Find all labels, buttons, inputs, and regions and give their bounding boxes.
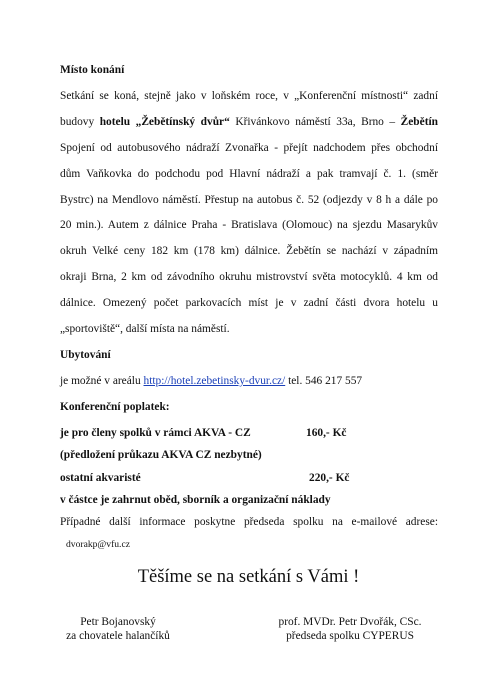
fee-members-note: (předložení průkazu AKVA CZ nezbytné) bbox=[60, 449, 262, 461]
signature-right-name: prof. MVDr. Petr Dvořák, CSc. bbox=[278, 616, 422, 628]
venue-address: Křivánkovo náměstí 33a, Brno – bbox=[229, 116, 401, 128]
fee-heading: Konferenční poplatek: bbox=[60, 401, 170, 413]
venue-line-2-pre: budovy bbox=[60, 116, 100, 128]
closing-greeting: Těšíme se na setkání s Vámi ! bbox=[137, 567, 360, 587]
venue-line-1: Setkání se koná, stejně jako v loňském roce, v „Konferenční místnosti“ zadní bbox=[60, 90, 438, 102]
fee-others-price: 220,- Kč bbox=[309, 472, 350, 484]
lodging-line bbox=[60, 374, 362, 388]
venue-line-10: „sportoviště“, další místa na náměstí. bbox=[60, 323, 230, 335]
signature-right-role: předseda spolku CYPERUS bbox=[286, 630, 414, 642]
fee-others-label: ostatní akvaristé bbox=[60, 472, 141, 484]
fee-includes: v částce je zahrnut oběd, sborník a organizační náklady bbox=[60, 494, 331, 506]
venue-line-4: dům Vaňkovka do podchodu pod Hlavní nádraží a pak tramvají č. 1. (směr bbox=[60, 168, 438, 180]
hotel-website-link[interactable]: http://hotel.zebetinsky-dvur.cz/ bbox=[143, 375, 286, 387]
venue-line-5: Bystrc) na Mendlovo náměstí. Přestup na autobus č. 52 (odjezdy v 8 h a dále po bbox=[60, 194, 438, 206]
fee-members-price: 160,- Kč bbox=[306, 427, 347, 439]
venue-line-6: 20 min.). Autem z dálnice Praha - Bratislava (Olomouc) na sjezdu Masarykův bbox=[60, 219, 438, 231]
hotel-name: hotelu „Žebětínský dvůr“ bbox=[99, 116, 230, 128]
venue-line-3: Spojení od autobusového nádraží Zvonařka - přejít nadchodem přes obchodní bbox=[60, 142, 438, 154]
fee-members-label: je pro členy spolků v rámci AKVA - CZ bbox=[60, 427, 251, 439]
venue-heading: Místo konání bbox=[60, 64, 125, 76]
signature-left-role: za chovatele halančíků bbox=[66, 630, 170, 642]
lodging-pre: je možné v areálu bbox=[60, 375, 144, 387]
contact-line: Případné další informace poskytne předseda spolku na e-mailové adrese: bbox=[60, 516, 438, 528]
venue-line-9: dálnice. Omezený počet parkovacích míst je v zadní části dvora hotelu u bbox=[60, 297, 438, 309]
hotel-phone: tel. 546 217 557 bbox=[285, 375, 363, 387]
contact-email: dvorakp@vfu.cz bbox=[66, 539, 130, 550]
venue-line-8: okraji Brna, 2 km od závodního okruhu mistrovství světa motocyklů. 4 km od bbox=[60, 271, 438, 283]
signature-left-name: Petr Bojanovský bbox=[80, 616, 156, 628]
venue-line-7: okruh Velké ceny 182 km (178 km) dálnice. Žebětín se nachází v západním bbox=[60, 245, 438, 257]
venue-line-2 bbox=[60, 115, 438, 129]
lodging-heading: Ubytování bbox=[60, 349, 111, 361]
district-name: Žebětín bbox=[400, 116, 438, 128]
